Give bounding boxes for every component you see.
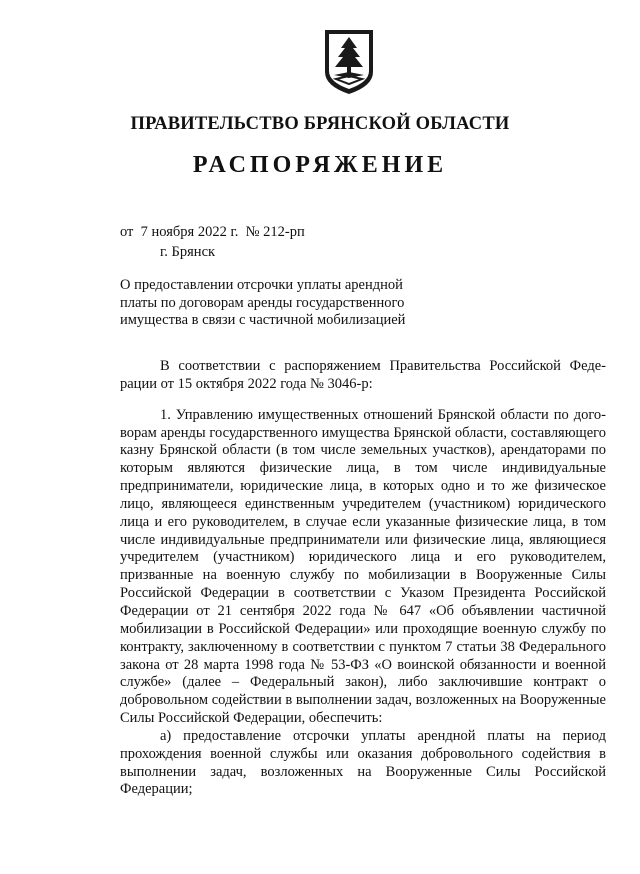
document-type-title: РАСПОРЯЖЕНИЕ: [192, 152, 448, 178]
document-city: г. Брянск: [160, 244, 216, 260]
item-1a-paragraph: а) предоставление отсрочки уплаты арендной платы на период прохождения военной службы или оказания добровольного содействия в выполнении задач, возложенных на Вооруженные Силы Российской Федерации;: [120, 727, 606, 798]
preamble-paragraph: В соответствии с распоряжением Правительства Российской Федерации от 15 октября 2022 года № 3046-р:: [120, 358, 606, 392]
item-1-paragraph: 1. Управлению имущественных отношений Брянской области по договорам аренды государственного имущества Брянской области, составляющего казну Брянской области (в том числе земельных участков), арендаторами по которым являются физические лица, в том числе индивидуальные предприниматели, юридические лица, в которых одно и то же физическое лицо, являющееся единственным учредителем (участником) юридического лица и его руководителем, в случае если указанные физические лица, в том числе индивидуальные предприниматели или физические лица, являющиеся учредителем (участником) юридического лица и его руководителем, призванные на военную службу по мобилизации в Вооруженные Силы Российской Федерации в соответствии с Указом Президента Российской Федерации от 21 сентября 2022 года № 647 «Об объявлении частичной мобилизации в Российской Федерации» или проходящие военную службу по контракту, заключенному в соответствии с пунктом 7 статьи 38 Федерального закона от 28 марта 1998 года № 53-ФЗ «О воинской обязанности и военной службе» (далее – Федеральный закон), либо заключившие контракт о добровольном содействии в выполнении задач, возложенных на Вооруженные Силы Российской Федерации, обеспечить:: [120, 406, 606, 727]
bryansk-coat-of-arms-icon: [322, 28, 376, 96]
document-subject: [120, 277, 450, 330]
subject-line: платы по договорам аренды государственного: [120, 294, 405, 311]
document-date-number: от 7 ноября 2022 г. № 212-рп: [120, 224, 305, 240]
government-name: ПРАВИТЕЛЬСТВО БРЯНСКОЙ ОБЛАСТИ: [130, 114, 510, 134]
document-body: [120, 358, 606, 799]
subject-line: О предоставлении отсрочки уплаты арендной: [120, 277, 403, 293]
subject-line: имущества в связи с частичной мобилизацией: [120, 312, 406, 329]
